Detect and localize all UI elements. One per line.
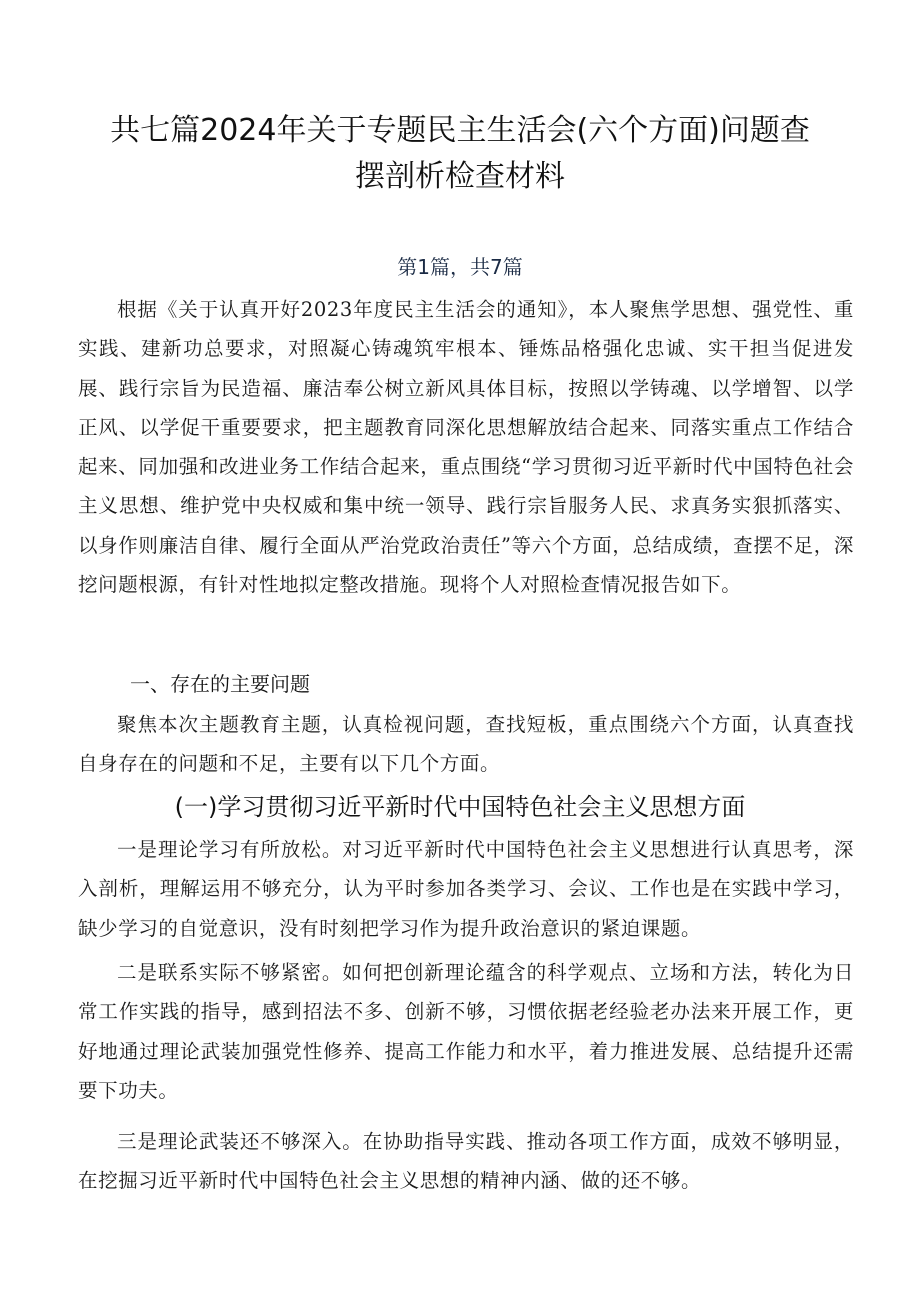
point-paragraph-3: 三是理论武装还不够深入。在协助指导实践、推动各项工作方面，成效不够明显，在挖掘习近平新时代中国特色社会主义思想的精神内涵、做的还不够。 [78,1130,854,1193]
document-title [90,108,830,200]
title-line-2: 摆剖析检查材料 [355,159,565,194]
point-paragraph-1: 一是理论学习有所放松。对习近平新时代中国特色社会主义思想进行认真思考，深入剖析，理解运用不够充分，认为平时参加各类学习、会议、工作也是在实践中学习，缺少学习的自觉意识，没有时刻把学习作为提升政治意识的紧迫课题。 [78,838,854,940]
title-line-1: 共七篇2024年关于专题民主生活会(六个方面)问题查 [110,113,810,148]
section-intro-paragraph: 聚焦本次主题教育主题，认真检视问题，查找短板，重点围绕六个方面，认真查找自身存在的问题和不足，主要有以下几个方面。 [78,713,854,776]
intro-paragraph: 根据《关于认真开好2023年度民主生活会的通知》，本人聚焦学思想、强党性、重实践、建新功总要求，对照凝心铸魂筑牢根本、锤炼品格强化忠诚、实干担当促进发展、践行宗旨为民造福、廉洁奉公树立新风具体目标，按照以学铸魂、以学增智、以学正风、以学促干重要要求，把主题教育同深化思想解放结合起来、同落实重点工作结合起来、同加强和改进业务工作结合起来，重点围绕“学习贯彻习近平新时代中国特色社会主义思想、维护党中央权威和集中统一领导、践行宗旨服务人民、求真务实狠抓落实、以身作则廉洁自律、履行全面从严治党政治责任”等六个方面，总结成绩，查摆不足，深挖问题根源，有针对性地拟定整改措施。现将个人对照检查情况报告如下。 [78,298,854,597]
subsection-heading-study: (一)学习贯彻习近平新时代中国特色社会主义思想方面 [174,793,746,821]
part-label: 第1篇，共7篇 [397,255,523,279]
section-heading-problems: 一、存在的主要问题 [130,672,310,696]
point-paragraph-2: 二是联系实际不够紧密。如何把创新理论蕴含的科学观点、立场和方法，转化为日常工作实践的指导，感到招法不多、创新不够，习惯依据老经验老办法来开展工作，更好地通过理论武装加强党性修养、提高工作能力和水平，着力推进发展、总结提升还需要下功夫。 [78,961,854,1102]
